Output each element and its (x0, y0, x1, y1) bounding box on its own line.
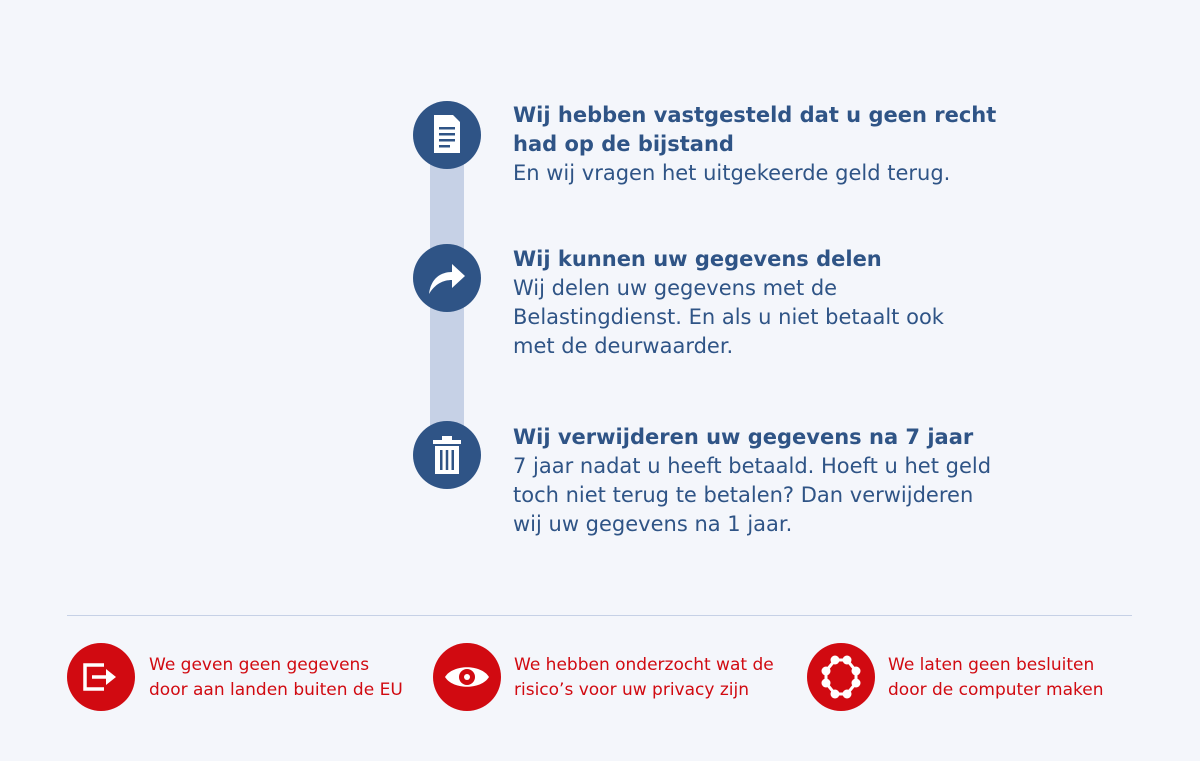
step-3 (513, 423, 1033, 539)
trash-icon (413, 421, 481, 489)
footer-item-no-transfer-outside-eu (149, 653, 439, 703)
eye-icon (433, 643, 501, 711)
divider (67, 615, 1132, 616)
step-1-title-line: Wij hebben vastgesteld dat u geen recht (513, 103, 997, 127)
exit-arrow-icon (67, 643, 135, 711)
footer-item-no-automated-decisions (888, 653, 1178, 703)
step-1-title (513, 101, 1033, 159)
step-1-description (513, 159, 1033, 188)
step-3-description (513, 452, 1033, 539)
step-3-desc-line: toch niet terug te betalen? Dan verwijderen (513, 483, 974, 507)
step-3-desc-line: 7 jaar nadat u heeft betaald. Hoeft u het geld (513, 454, 992, 478)
footer-line: risico’s voor uw privacy zijn (514, 680, 749, 700)
step-2-title (513, 245, 1033, 274)
step-2 (513, 245, 1033, 361)
step-3-title (513, 423, 1033, 452)
step-1 (513, 101, 1033, 188)
step-2-desc-line: Wij delen uw gegevens met de (513, 276, 838, 300)
step-2-title-line: Wij kunnen uw gegevens delen (513, 247, 882, 271)
step-2-desc-line: met de deurwaarder. (513, 334, 734, 358)
share-arrow-icon (413, 244, 481, 312)
footer-line: We laten geen besluiten (888, 655, 1095, 675)
document-icon (413, 101, 481, 169)
step-1-desc-line: En wij vragen het uitgekeerde geld terug. (513, 161, 951, 185)
footer-line: We geven geen gegevens (149, 655, 370, 675)
network-nodes-icon (807, 643, 875, 711)
step-1-title-line: had op de bijstand (513, 132, 734, 156)
step-2-description (513, 274, 1033, 361)
step-2-desc-line: Belastingdienst. En als u niet betaalt ook (513, 305, 944, 329)
footer-line: door aan landen buiten de EU (149, 680, 403, 700)
footer-line: door de computer maken (888, 680, 1104, 700)
step-3-desc-line: wij uw gegevens na 1 jaar. (513, 512, 793, 536)
step-3-title-line: Wij verwijderen uw gegevens na 7 jaar (513, 425, 974, 449)
footer-item-privacy-risks (514, 653, 804, 703)
footer-line: We hebben onderzocht wat de (514, 655, 774, 675)
